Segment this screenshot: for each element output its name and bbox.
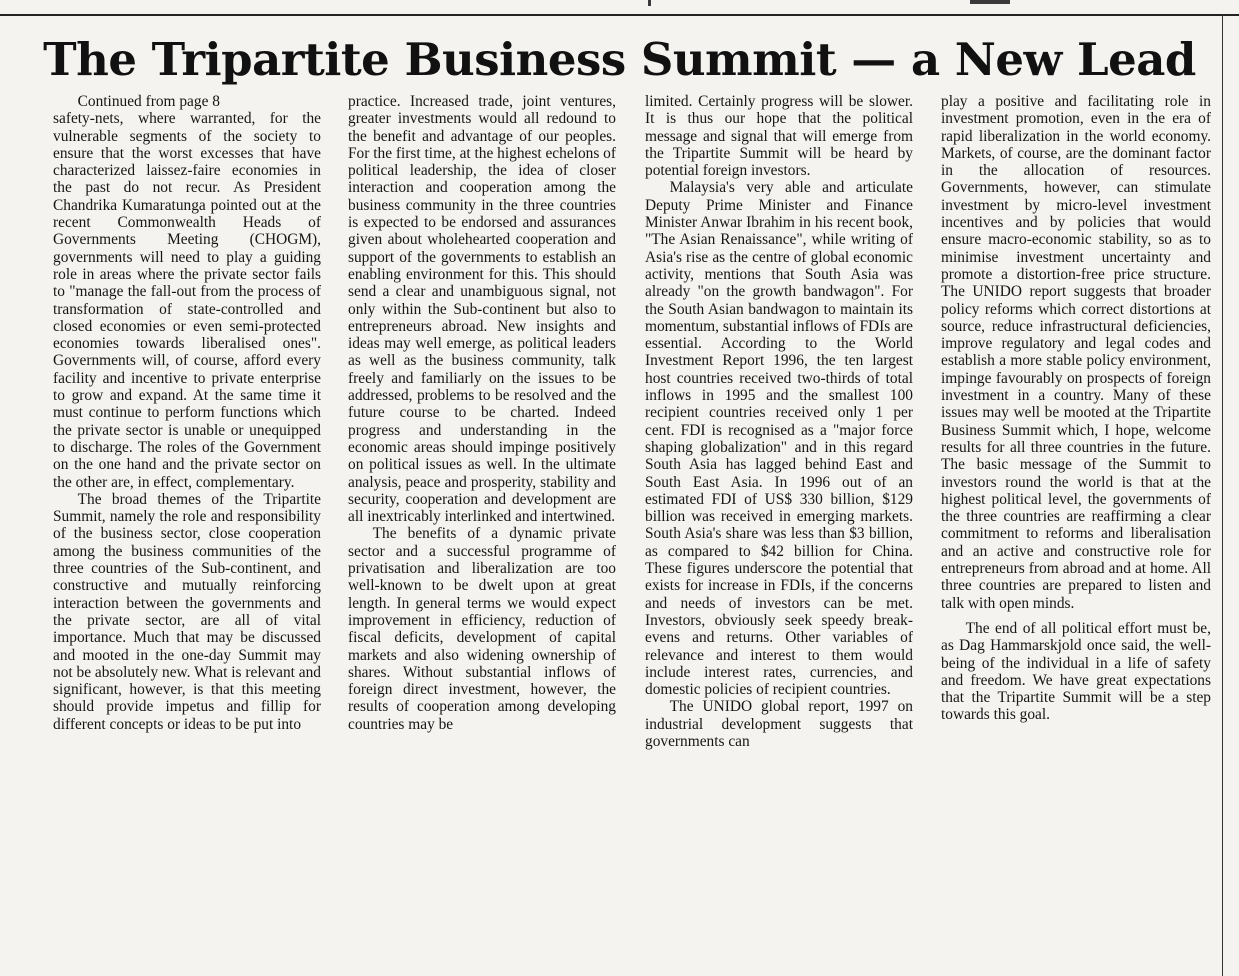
article-column-1 — [53, 93, 321, 952]
article-column-4 — [941, 93, 1211, 952]
headline: The Tripartite Business Summit — a New Lead — [43, 33, 1196, 86]
column-3-paragraph-2: Malaysia's very able and articulate Deputy Prime Minister and Finance Minister Anwar Ibrahim in his recent book, "The Asian Renaissance", while writing of Asia's rise as the centre of global economic activity, mentions that South Asia was already "on the growth bandwagon". For the South Asian bandwagon to maintain its momentum, substantial inflows of FDIs are essential. According to the World Investment Report 1996, the ten largest host countries received two-thirds of total inflows in 1995 and the smallest 100 recipient countries received only 1 per cent. FDI is recognised as a "major force shaping globalization" and in this regard South Asia has lagged behind East and South East Asia. In 1996 out of an estimated FDI of US$ 330 billion, $129 billion was received in emerging markets. South Asia's share was less than $3 billion, as compared to $42 billion for China. These figures underscore the potential that exists for increase in FDIs, if the concerns and needs of investors can be met. Investors, obviously seek speedy break-evens and returns. Other variables of relevance and interest to them would include interest rates, currencies, and domestic policies of recipient countries. — [645, 179, 913, 699]
article-column-2 — [348, 93, 616, 952]
right-border-rule — [1222, 14, 1223, 976]
column-4-paragraph-2: The end of all political effort must be, as Dag Hammarskjold once said, the well-being of the individual in a life of safety and freedom. We have great expectations that the Tripartite Summit will be a step towards this goal. — [941, 619, 1211, 724]
column-3-paragraph-1: limited. Certainly progress will be slower. It is thus our hope that the political message and signal that will emerge from the Tripartite Summit will be heard by potential foreign investors. — [645, 93, 913, 180]
paragraph-gap — [941, 612, 1211, 620]
column-2-paragraph-1: practice. Increased trade, joint ventures, greater investments would all redound to the benefit and advantage of our peoples. For the first time, at the highest echelons of political leadership, the idea of closer interaction and cooperation among the business community in the three countries is expected to be endorsed and assurances given about wholehearted cooperation and support of the governments to establish an enabling environment for this. This should send a clear and unambiguous signal, not only within the Sub-continent but also to entrepreneurs abroad. New insights and ideas may well emerge, as political leaders as well as the business community, talk freely and familiarly on the issues to be addressed, problems to be resolved and the future course to be charted. Indeed progress and understanding in the economic areas should impinge positively on political issues as well. In the ultimate analysis, peace and prosperity, stability and security, cooperation and development are all inextricably interlinked and intertwined. — [348, 93, 616, 526]
column-4-paragraph-1: play a positive and facilitating role in investment promotion, even in the era of rapid liberalization in the world economy. Markets, of course, are the dominant factor in the allocation of resources. Governments, however, can stimulate investment by micro-level investment incentives and by policies that would ensure macro-economic stability, so as to minimise investment uncertainty and promote a distortion-free price structure. The UNIDO report suggests that broader policy reforms which correct distortions at source, reduce infrastructural deficiencies, improve regulatory and legal codes and establish a more stable policy environment, impinge favourably on prospects of foreign investment in a country. Many of these issues may well be mooted at the Tripartite Business Summit which, I hope, welcome results for all three countries in the future. The basic message of the Summit to investors round the world is that at the highest political level, the governments of the three countries are reaffirming a clear commitment to reforms and liberalisation and an active and constructive role for entrepreneurs from abroad and at home. All three countries are prepared to listen and talk with open minds. — [941, 93, 1211, 612]
column-1-paragraph-1: safety-nets, where warranted, for the vulnerable segments of the society to ensure that the worst excesses that have characterized laissez-faire economies in the past do not recur. As President Chandrika Kumaratunga pointed out at the recent Commonwealth Heads of Governments Meeting (CHOGM), governments will need to play a guiding role in areas where the private sector fails to "manage the fall-out from the process of transformation of state-controlled and closed economies or even semi-protected economies towards liberalised ones". Governments will, of course, afford every facility and incentive to private enterprise to grow and expand. At the same time it must continue to perform functions which the private sector is unable or unequipped to discharge. The roles of the Government on the one hand and the private sector on the other are, in effect, complementary. — [53, 110, 321, 491]
column-1-paragraph-2: The broad themes of the Tripartite Summit, namely the role and responsibility of the business sector, close cooperation among the business communities of the three countries of the Sub-continent, and constructive and mutually reinforcing interaction between the governments and the private sector, are all of vital importance. Much that may be discussed and mooted in the one-day Summit may not be absolutely new. What is relevant and significant, however, is that this meeting should provide impetus and fillip for different concepts or ideas to be put into — [53, 490, 321, 733]
column-2-paragraph-2: The benefits of a dynamic private sector and a successful programme of privatisation and liberalization are too well-known to be dwelt upon at great length. In general terms we would expect improvement in efficiency, reduction of fiscal deficits, development of capital markets and also widening ownership of shares. Without substantial inflows of foreign direct investment, however, the results of cooperation among developing countries may be — [348, 525, 616, 733]
column-3-paragraph-3: The UNIDO global report, 1997 on industrial development suggests that governments can — [645, 698, 913, 750]
article-column-3 — [645, 93, 913, 952]
top-rule-fragment — [648, 0, 651, 6]
continued-note: Continued from page 8 — [77, 93, 220, 110]
top-rule-fragment — [970, 0, 1010, 4]
top-rule — [0, 14, 1239, 16]
